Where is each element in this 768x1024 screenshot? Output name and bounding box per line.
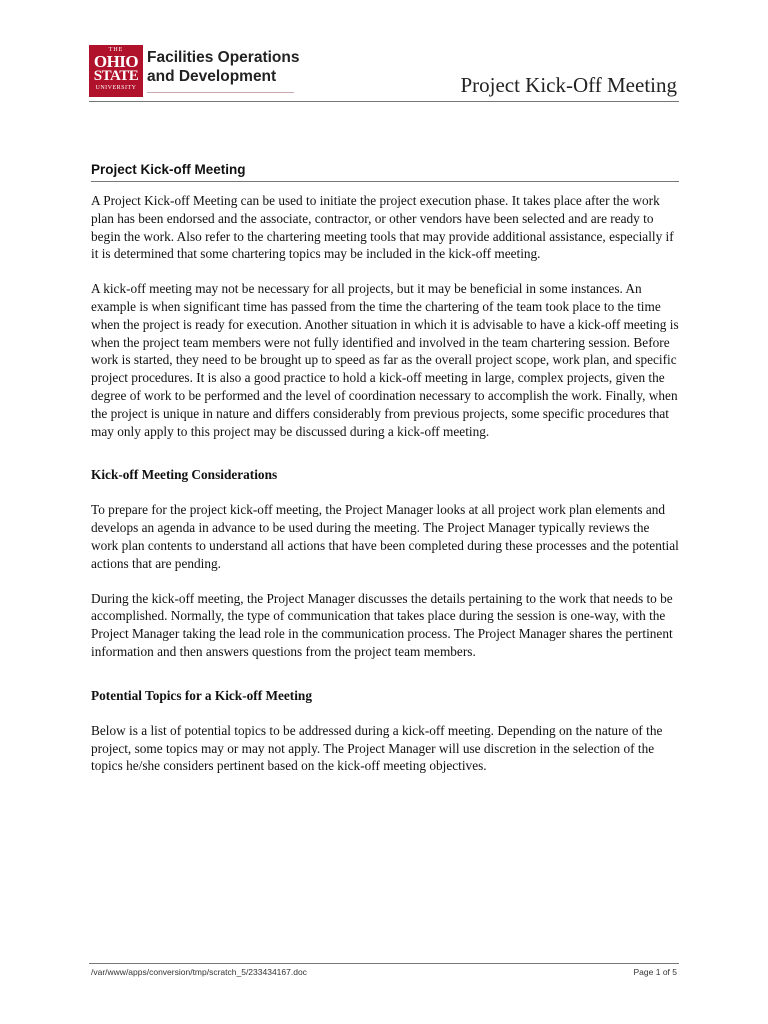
logo-line-2: OHIO bbox=[93, 52, 139, 71]
logo-line-3: STATE bbox=[93, 68, 139, 84]
logo-line-4: UNIVERSITY bbox=[95, 85, 137, 91]
document-body bbox=[91, 160, 679, 775]
considerations-heading: Kick-off Meeting Considerations bbox=[91, 467, 278, 483]
document-title: Project Kick-Off Meeting bbox=[460, 73, 677, 97]
footer-divider bbox=[89, 963, 679, 964]
organization-name bbox=[147, 48, 299, 86]
topics-heading: Potential Topics for a Kick-off Meeting bbox=[91, 687, 312, 703]
considerations-paragraph-1: To prepare for the project kick-off meeting, the Project Manager looks at all project work plan elements and develops an agenda in advance to be used during the meeting. The Project Manager typically reviews the work plan contents to understand all actions that have been completed during these processes and the potential actions that are pending. bbox=[91, 502, 679, 571]
footer-file-path: /var/www/apps/conversion/tmp/scratch_5/233434167.doc bbox=[91, 967, 307, 977]
logo-line-1: THE bbox=[108, 47, 124, 53]
considerations-paragraph-2: During the kick-off meeting, the Project Manager discusses the details pertaining to the work that needs to be accomplished. Normally, the type of communication that takes place during the session is one-way, with the Project Manager taking the lead role in the communication process. The Project Manager shares the pertinent information and then answers questions from the project team members. bbox=[91, 590, 673, 659]
org-underline bbox=[147, 92, 294, 93]
org-name-line-2: and Development bbox=[147, 68, 277, 85]
topics-paragraph: Below is a list of potential topics to be addressed during a kick-off meeting. Depending on the nature of the project, some topics may or may not apply. The Project Manager will use discretion in the selection of the topics he/she considers pertinent based on the kick-off meeting objectives. bbox=[91, 722, 663, 774]
intro-paragraph-1: A Project Kick-off Meeting can be used to initiate the project execution phase. It takes place after the work plan has been endorsed and the associate, contractor, or other vendors have been selected and are ready to begin the work. Also refer to the chartering meeting tools that may provide additional assistance, especially if it is determined that some chartering topics may be included in the kick-off meeting. bbox=[91, 193, 674, 262]
footer-page-number: Page 1 of 5 bbox=[633, 967, 677, 977]
org-name-line-1: Facilities Operations bbox=[147, 49, 300, 66]
osu-logo bbox=[89, 45, 143, 97]
intro-paragraph-2: A kick-off meeting may not be necessary for all projects, but it may be beneficial in some instances. An example is when significant time has passed from the time the chartering of the team took place to the time when the project is ready for execution. Another situation in which it is advisable to have a kick-off meeting is when the project team members were not fully identified and involved in the team chartering session. Before work is started, they need to be brought up to speed as far as the overall project scope, work plan, and specific project procedures. It is also a good practice to hold a kick-off meeting in large, complex projects, given the degree of work to be performed and the level of coordination necessary to accomplish the work. Finally, when the project is unique in nature and differs considerably from previous projects, some specific procedures that may only apply to this project may be discussed during a kick-off meeting. bbox=[91, 281, 679, 439]
page-header bbox=[0, 0, 768, 110]
section-title: Project Kick-off Meeting bbox=[91, 160, 679, 182]
header-divider bbox=[89, 101, 679, 102]
